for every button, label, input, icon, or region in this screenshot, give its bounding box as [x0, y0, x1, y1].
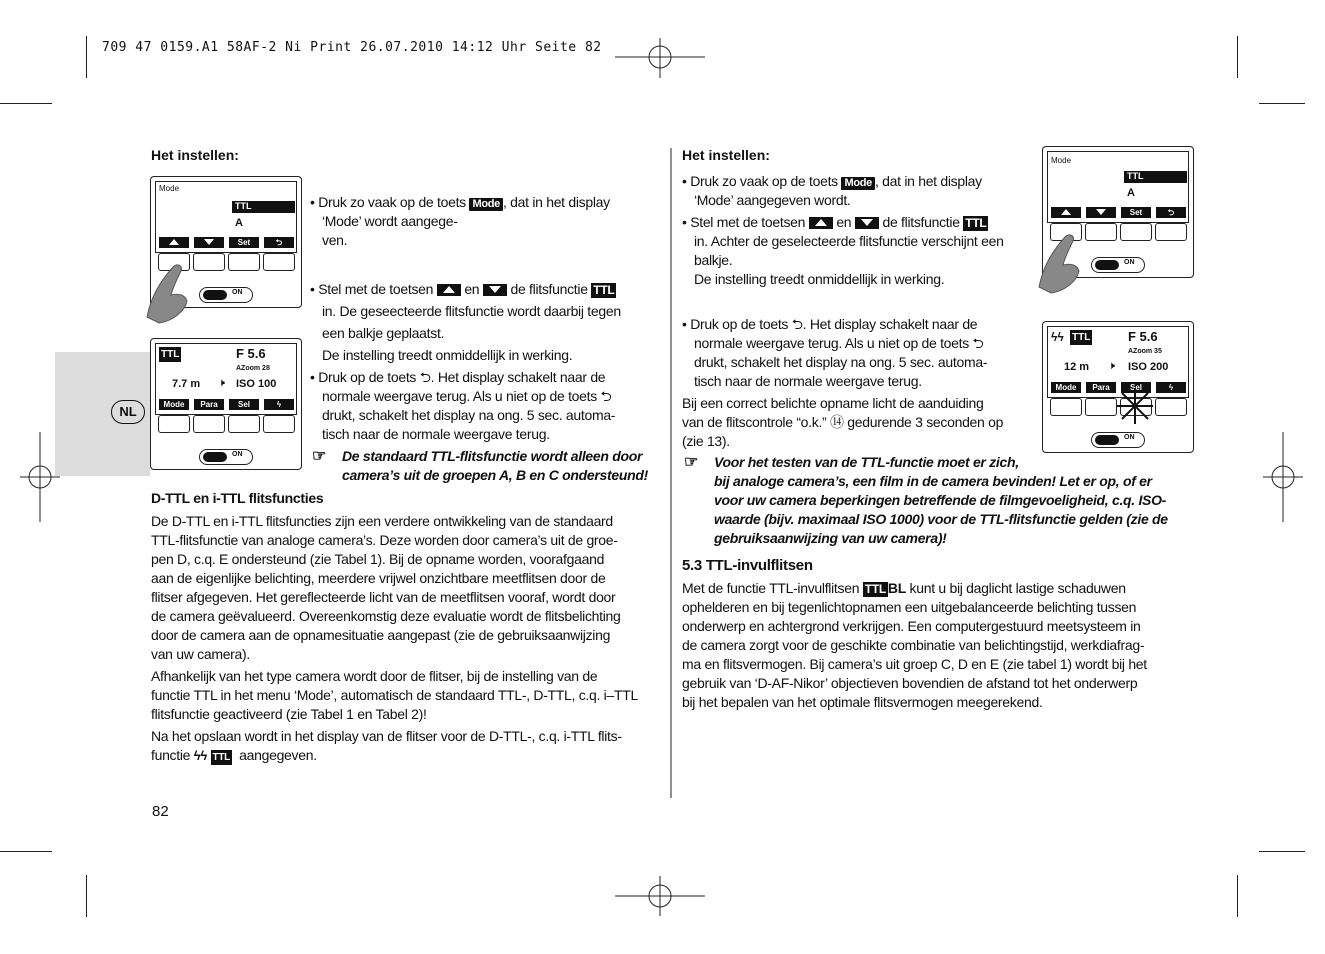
step-text: een balkje geplaatst. [322, 325, 445, 341]
display-azoom: AZoom 28 [236, 365, 270, 372]
display-distance: 12 m [1064, 361, 1090, 373]
step-text: • Druk zo vaak op de toets [682, 173, 838, 189]
ttl-icon: TTL [965, 216, 987, 230]
flash-burst-icon [1117, 388, 1153, 424]
language-tab [55, 352, 150, 476]
paragraph-line: TTL-flitsfunctie van analoge camera’s. Deze worden door camera’s uit de groe- [151, 532, 618, 548]
note-text: De standaard TTL-flitsfunctie wordt alleen door [342, 448, 643, 464]
key-3 [228, 253, 260, 271]
paragraph-line: pen D, c.q. E ondersteund (zie Tabel 1). Bij de opname worden, voorafgaand [151, 551, 605, 567]
step-text: . Het display schakelt naar de [430, 369, 606, 385]
paragraph-line: gebruik van ‘D-AF-Nikor’ objectieven bovendien de afstand tot het onderwerp [682, 675, 1138, 691]
paragraph-line: functie TTL in het menu ‘Mode’, automatisch de standaard TTL-, D-TTL, c.q. i–TTL [151, 687, 638, 703]
step-text: de flitsfunctie [510, 281, 588, 297]
sel-tab: Sel [1121, 382, 1151, 393]
step-text: , dat in het display [874, 173, 982, 189]
step-return [682, 315, 1032, 391]
language-badge: NL [111, 400, 145, 424]
step-text: • Stel met de toetsen [682, 214, 806, 230]
step-text: • Druk op de toets [682, 316, 789, 332]
paragraph-line: onderwerp en achtergrond verkrijgen. Een computergestuurd meetsysteem in [682, 618, 1141, 634]
note-text: gebruiksaanwijzing van uw camera)! [714, 530, 947, 546]
display-mode-title: Mode [159, 184, 180, 193]
note-text: Voor het testen van de TTL-functie moet er zich, [714, 454, 1019, 470]
step-text: • Stel met de toetsen [310, 281, 434, 297]
paragraph-line: bij het bepalen van het optimale flitsvermogen meegerekend. [682, 694, 1043, 710]
key-1 [1050, 398, 1082, 416]
return-key-icon: ⮌ [972, 335, 984, 351]
return-key-icon: ⮌ [419, 369, 431, 385]
mode-display-left [150, 176, 302, 308]
up-tab-icon [159, 237, 189, 248]
step-text: tisch naar de normale weergave terug. [694, 373, 922, 389]
display-mode-title: Mode [1051, 156, 1072, 165]
paragraph-line: van uw camera). [151, 646, 250, 662]
return-key-icon: ⮌ [791, 316, 803, 332]
on-switch: ON [199, 449, 253, 465]
display-ttl-icon: TTL [161, 349, 180, 360]
normal-display-left [150, 338, 302, 470]
heading-het-instellen: Het instellen: [151, 147, 239, 163]
page-number: 82 [152, 803, 169, 820]
display-ttl-icon: TTL [1072, 332, 1091, 343]
down-tab-icon [1086, 207, 1116, 218]
display-aperture: F 5.6 [1128, 329, 1158, 344]
step-text: en [464, 281, 480, 297]
step-return [310, 368, 660, 444]
paragraph-line: Met de functie TTL-invulflitsen [682, 580, 860, 596]
step-text: ‘Mode’ aangegeven wordt. [694, 192, 851, 208]
paragraph-line: de camera geëvalueerd. Overeenkomstig deze evaluatie wordt de flitsbelichting [151, 608, 621, 624]
paragraph-5-3 [682, 579, 1197, 712]
key-2 [1085, 398, 1117, 416]
display-distance: 7.7 m [172, 378, 201, 390]
step-text: balkje. [694, 252, 733, 268]
return-tab-icon: ⮌ [1156, 207, 1186, 218]
key-2 [193, 415, 225, 433]
note-standard-ttl [312, 447, 662, 485]
pointing-hand-icon: ☞ [312, 448, 327, 465]
heading-het-instellen: Het instellen: [682, 147, 770, 163]
note-text: waarde (bijv. maximaal ISO 1000) voor de TTL-flitsfunctie gelden (zie de [714, 511, 1168, 527]
down-key-icon [483, 284, 507, 296]
finger-hand-icon [139, 257, 199, 327]
ttl-icon: TTL [593, 283, 615, 297]
display-azoom: AZoom 35 [1128, 348, 1162, 355]
paragraph-line: ma en flitsvermogen. Bij camera’s uit groep C, D en E (zie tabel 1) wordt bij het [682, 656, 1147, 672]
paragraph-line: aangegeven. [239, 747, 317, 763]
return-tab-icon: ⮌ [264, 237, 294, 248]
bl-label: BL [887, 580, 906, 596]
step-text: normale weergave terug. Als u niet op de toets [322, 388, 597, 404]
step-text: in. De geseecteerde flitsfunctie wordt daarbij tegen [322, 303, 621, 319]
return-key-icon: ⮌ [600, 388, 612, 404]
step-text: normale weergave terug. Als u niet op de toets [694, 335, 969, 351]
key-4 [263, 253, 295, 271]
mode-tab: Mode [159, 399, 189, 410]
step-text: , dat in het display [502, 194, 610, 210]
step-select [682, 213, 1032, 289]
key-4 [1155, 223, 1187, 241]
note-text: bij analoge camera’s, een film in de camera bevinden! Let er op, of er [714, 473, 1152, 489]
step-text: ven. [322, 232, 348, 248]
step-mode [310, 193, 660, 250]
heading-5-3: 5.3 TTL-invulflitsen [682, 557, 813, 574]
paragraph-line: ophelderen en bij tegenlichtopnamen een uitgebalanceerde belichting tussen [682, 599, 1137, 615]
paragraph-dttl [151, 512, 666, 765]
normal-display-right [1042, 321, 1194, 453]
step-text: . Het display schakelt naar de [802, 316, 978, 332]
finger-hand-icon [1031, 227, 1091, 297]
step-text: drukt, schakelt het display na ong. 5 sec. automa- [694, 354, 988, 370]
display-iso: ISO 100 [236, 378, 277, 390]
set-tab: Set [1121, 207, 1151, 218]
print-header: 709 47 0159.A1 58AF-2 Ni Print 26.07.2010 14:12 Uhr Seite 82 [102, 40, 602, 55]
step-select [310, 278, 660, 366]
paragraph-line: kunt u bij daglicht lastige schaduwen [909, 580, 1126, 596]
speaker-icon: 🕨 [218, 377, 225, 389]
up-key-icon [437, 284, 461, 296]
up-tab-icon [1051, 207, 1081, 218]
paragraph-line: (zie 13). [682, 433, 730, 449]
pointing-hand-icon: ☞ [684, 454, 699, 471]
step-mode [682, 172, 1032, 210]
mode-display-right [1042, 146, 1194, 278]
step-text: De instelling treedt onmiddellijk in werking. [322, 347, 573, 363]
display-ttl-option: TTL [1124, 171, 1187, 183]
step-text: en [836, 214, 852, 230]
key-3 [228, 415, 260, 433]
paragraph-line: van de flitscontrole “o.k.” ⑭ gedurende 3 seconden op [682, 414, 1004, 430]
display-aperture: F 5.6 [236, 346, 266, 361]
step-text: ‘Mode’ wordt aangege- [322, 213, 458, 229]
set-tab: Set [229, 237, 259, 248]
note-text: voor uw camera beperkingen betreffende de filmgevoeligheid, c.q. ISO- [714, 492, 1167, 508]
paragraph-line: flitser afgegeven. Het gereflecteerde licht van de meetflitsen vooraf, wordt door [151, 589, 616, 605]
paragraph-ok [682, 394, 1042, 451]
display-ttl-option: TTL [232, 201, 295, 213]
ttl-icon: TTL [212, 752, 230, 763]
paragraph-line: functie [151, 747, 191, 763]
mode-key-icon: Mode [469, 198, 503, 211]
on-switch: ON [1091, 257, 1145, 273]
step-text: De instelling treedt onmiddellijk in werking. [694, 271, 945, 287]
up-key-icon [809, 217, 833, 229]
step-text: in. Achter de geselecteerde flitsfunctie verschijnt een [694, 233, 1004, 249]
on-switch: ON [199, 287, 253, 303]
para-tab: Para [1086, 382, 1116, 393]
display-a-option: A [235, 217, 243, 229]
paragraph-line: Na het opslaan wordt in het display van de flitser voor de D-TTL-, c.q. i-TTL flits- [151, 728, 622, 744]
on-switch: ON [1091, 432, 1145, 448]
paragraph-line: flitsfunctie geactiveerd (zie Tabel 1 en Tabel 2)! [151, 706, 427, 722]
flash-bolts-icon: ϟϟ [1051, 330, 1064, 344]
heading-dttl: D-TTL en i-TTL flitsfuncties [151, 490, 324, 506]
key-3 [1120, 223, 1152, 241]
mode-key-icon: Mode [841, 177, 875, 190]
step-text: • Druk op de toets [310, 369, 417, 385]
paragraph-line: aan de eigenlijke belichting, meerdere vrijwel onzichtbare meetflitsen door de [151, 570, 606, 586]
paragraph-line: door de camera aan de opnamesituatie aangepast (zie de gebruiksaanwijzing [151, 627, 611, 643]
note-ttl-test [684, 453, 1194, 548]
note-text: camera’s uit de groepen A, B en C ondersteund! [342, 467, 648, 483]
flash-tab-icon: ϟ [1156, 382, 1186, 393]
down-key-icon [855, 217, 879, 229]
ttl-icon: TTL [864, 582, 886, 596]
key-4 [1155, 398, 1187, 416]
mode-tab: Mode [1051, 382, 1081, 393]
paragraph-line: De D-TTL en i-TTL flitsfuncties zijn een verdere ontwikkeling van de standaard [151, 513, 613, 529]
sel-tab: Sel [229, 399, 259, 410]
step-text: • Druk zo vaak op de toets [310, 194, 466, 210]
speaker-icon: 🕨 [1108, 360, 1115, 372]
step-text: de flitsfunctie [882, 214, 960, 230]
display-a-option: A [1127, 187, 1135, 199]
step-text: drukt, schakelt het display na ong. 5 sec. automa- [322, 407, 616, 423]
display-iso: ISO 200 [1128, 361, 1169, 373]
flash-tab-icon: ϟ [264, 399, 294, 410]
paragraph-line: Afhankelijk van het type camera wordt door de flitser, bij de instelling van de [151, 668, 598, 684]
para-tab: Para [194, 399, 224, 410]
paragraph-line: Bij een correct belichte opname licht de aanduiding [682, 395, 984, 411]
key-4 [263, 415, 295, 433]
flash-bolts-icon: ϟϟ [193, 748, 207, 763]
key-1 [158, 415, 190, 433]
step-text: tisch naar de normale weergave terug. [322, 426, 550, 442]
paragraph-line: de camera zorgt voor de geschikte combinatie van belichtingstijd, werkdiafrag- [682, 637, 1145, 653]
down-tab-icon [194, 237, 224, 248]
